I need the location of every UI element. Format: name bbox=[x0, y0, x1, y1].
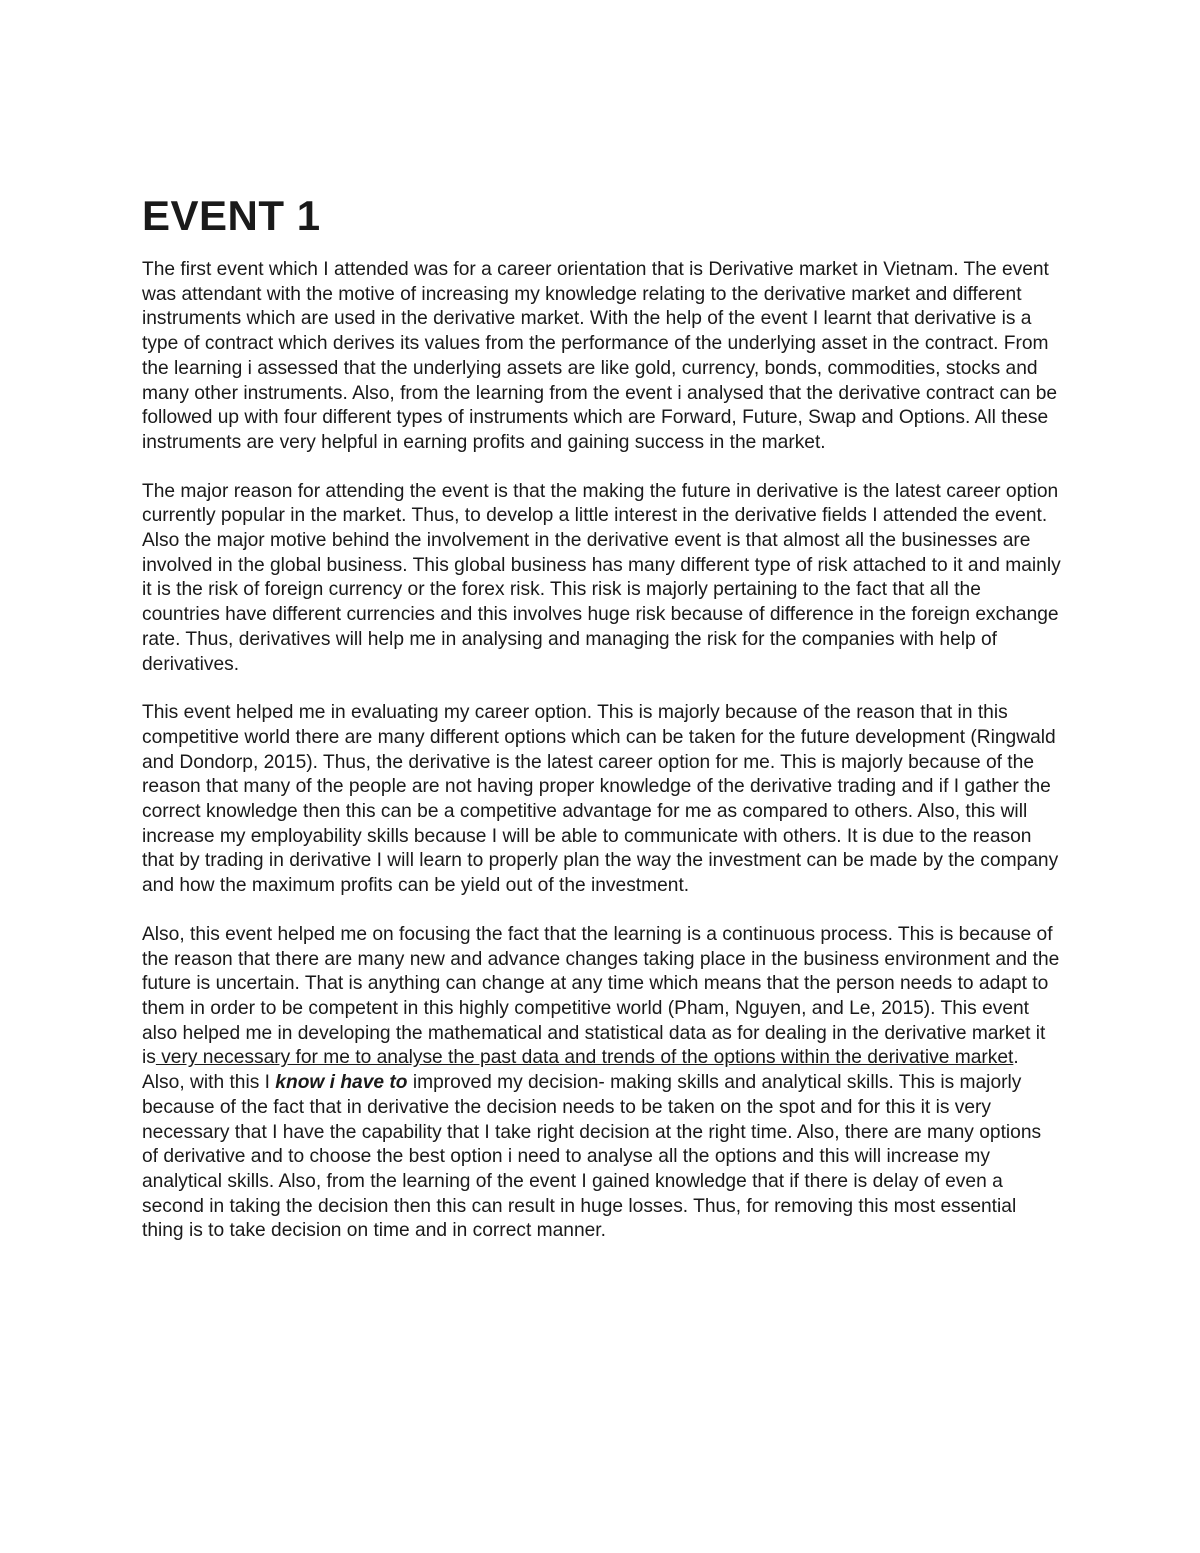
paragraph-2: The major reason for attending the event is that the making the future in derivative is the latest career option currently popular in the market. Thus, to develop a little interest in the derivative fields I attended the event. Also the major motive behind the involvement in the derivative event is that almost all the businesses are involved in the global business. This global business has many different type of risk attached to it and mainly it is the risk of foreign currency or the forex risk. This risk is majorly pertaining to the fact that all the countries have different currencies and this involves huge risk because of difference in the foreign exchange rate. Thus, derivatives will help me in analysing and managing the risk for the companies with help of derivatives. bbox=[142, 480, 1061, 675]
paragraph-4-text-c: improved my decision- making skills and analytical skills. This is majorly because of the fact that in derivative the decision needs to be taken on the spot and for this it is very necessary that I have the capability that I take right decision at the right time. Also, there are many options of derivative and to choose the best option i need to analyse all the options and this will increase my analytical skills. Also, from the learning of the event I gained knowledge that if there is delay of even a second in taking the decision then this can result in huge losses. Thus, for removing this most essential thing is to take decision on time and in correct manner. bbox=[142, 1072, 1042, 1242]
paragraph-3: This event helped me in evaluating my career option. This is majorly because of the reason that in this competitive world there are many different options which can be taken for the future development (Ringwald and Dondorp, 2015). Thus, the derivative is the latest career option for me. This is majorly because of the reason that many of the people are not having proper knowledge of the derivative trading and if I gather the correct knowledge then this can be a competitive advantage for me as compared to others. Also, this will increase my employability skills because I will be able to communicate with others. It is due to the reason that by trading in derivative I will learn to properly plan the way the investment can be made by the company and how the maximum profits can be yield out of the investment. bbox=[142, 702, 1059, 897]
underlined-phrase: very necessary for me to analyse the past data and trends of the options within the derivative market bbox=[155, 1047, 1014, 1069]
bold-italic-phrase: know i have to bbox=[275, 1072, 408, 1094]
document-body bbox=[142, 190, 1062, 1268]
event-heading: EVENT 1 bbox=[142, 192, 321, 239]
paragraph-4-text-a: Also, this event helped me on focusing the fact that the learning is a continuous process. This is because of the reason that there are many new and advance changes taking place in the business environment and the future is uncertain. That is anything can change at any time which means that the person needs to adapt to them in order to be competent in this highly competitive world (Pham, Nguyen, and Le, 2015). This event also helped me in developing the mathematical and statistical data as for dealing in the derivative market it is bbox=[142, 923, 1060, 1069]
paragraph-4 bbox=[142, 923, 1062, 1244]
paragraph-1: The first event which I attended was for a career orientation that is Derivative market in Vietnam. The event was attendant with the motive of increasing my knowledge relating to the derivative market and different instruments which are used in the derivative market. With the help of the event I learnt that derivative is a type of contract which derives its values from the performance of the underlying asset in the contract. From the learning i assessed that the underlying assets are like gold, currency, bonds, commodities, stocks and many other instruments. Also, from the learning from the event i analysed that the derivative contract can be followed up with four different types of instruments which are Forward, Future, Swap and Options. All these instruments are very helpful in earning profits and gaining success in the market. bbox=[142, 259, 1058, 453]
paragraph-4-text-b: . Also, with this I bbox=[142, 1047, 1019, 1094]
